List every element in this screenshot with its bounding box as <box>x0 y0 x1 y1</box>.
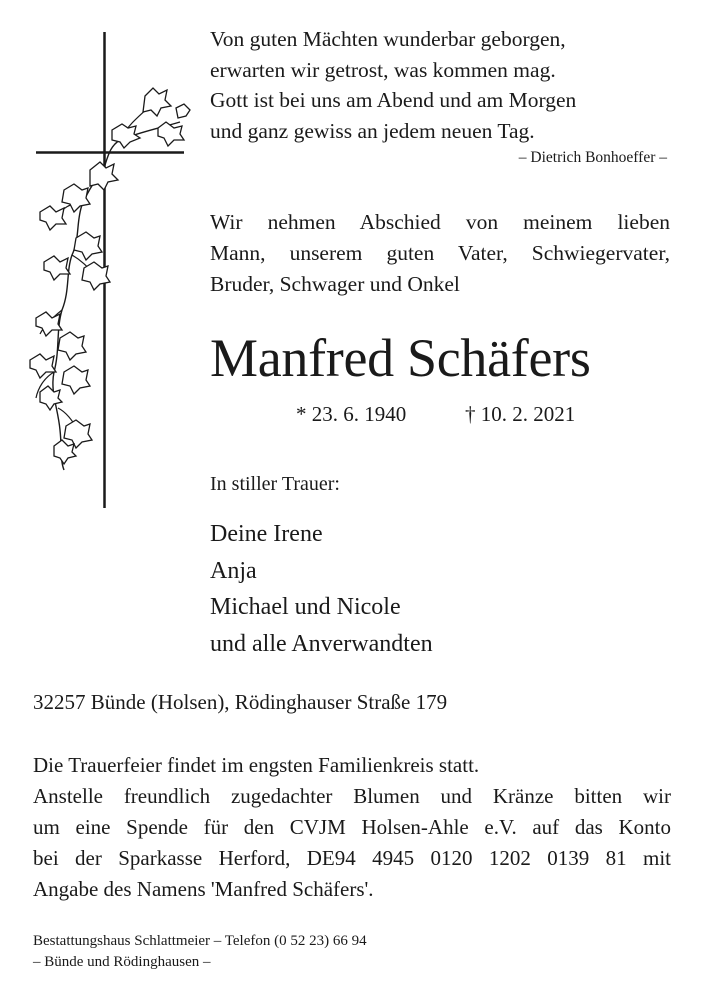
intro-line: Bruder, Schwager und Onkel <box>210 272 460 296</box>
family-member: Michael und Nicole <box>210 594 401 620</box>
notice-line: Anstelle freundlich zugedachter Blumen und Kränze bitten wir <box>33 784 671 808</box>
family-member: Anja <box>210 557 257 584</box>
mourning-label: In stiller Trauer: <box>210 473 340 495</box>
intro-line: Wir nehmen Abschied von meinem lieben <box>210 210 670 234</box>
birth-date: * 23. 6. 1940 <box>296 402 407 426</box>
notice-line: um eine Spende für den CVJM Holsen-Ahle e.V. auf das Konto <box>33 815 671 839</box>
funeral-home-line: Bestattungshaus Schlattmeier – Telefon (0 52 23) 66 94 <box>33 933 367 949</box>
poem-quote <box>210 24 670 146</box>
address: 32257 Bünde (Holsen), Rödinghauser Straße 179 <box>33 690 448 714</box>
family-list <box>210 516 433 662</box>
funeral-home <box>33 931 367 973</box>
deceased-name: Manfred Schäfers <box>210 328 591 388</box>
funeral-home-line: – Bünde und Rödinghausen – <box>33 954 211 970</box>
intro-line: Mann, unserem guten Vater, Schwiegervater, <box>210 241 670 265</box>
farewell-intro <box>210 207 670 300</box>
poem-line: Gott ist bei uns am Abend und am Morgen <box>210 88 577 112</box>
funeral-notice <box>33 750 671 905</box>
quote-author: – Dietrich Bonhoeffer – <box>518 149 667 166</box>
poem-line: und ganz gewiss an jedem neuen Tag. <box>210 118 535 143</box>
notice-line: Die Trauerfeier findet im engsten Familienkreis statt. <box>33 753 480 777</box>
death-date: † 10. 2. 2021 <box>465 402 576 426</box>
poem-line: Von guten Mächten wunderbar geborgen, <box>210 27 566 51</box>
notice-line: Angabe des Namens 'Manfred Schäfers'. <box>33 877 374 901</box>
family-member: und alle Anverwandten <box>210 630 433 657</box>
notice-line: bei der Sparkasse Herford, DE94 4945 0120 1202 0139 81 mit <box>33 846 671 870</box>
poem-line: erwarten wir getrost, was kommen mag. <box>210 57 556 82</box>
family-member: Deine Irene <box>210 521 323 547</box>
